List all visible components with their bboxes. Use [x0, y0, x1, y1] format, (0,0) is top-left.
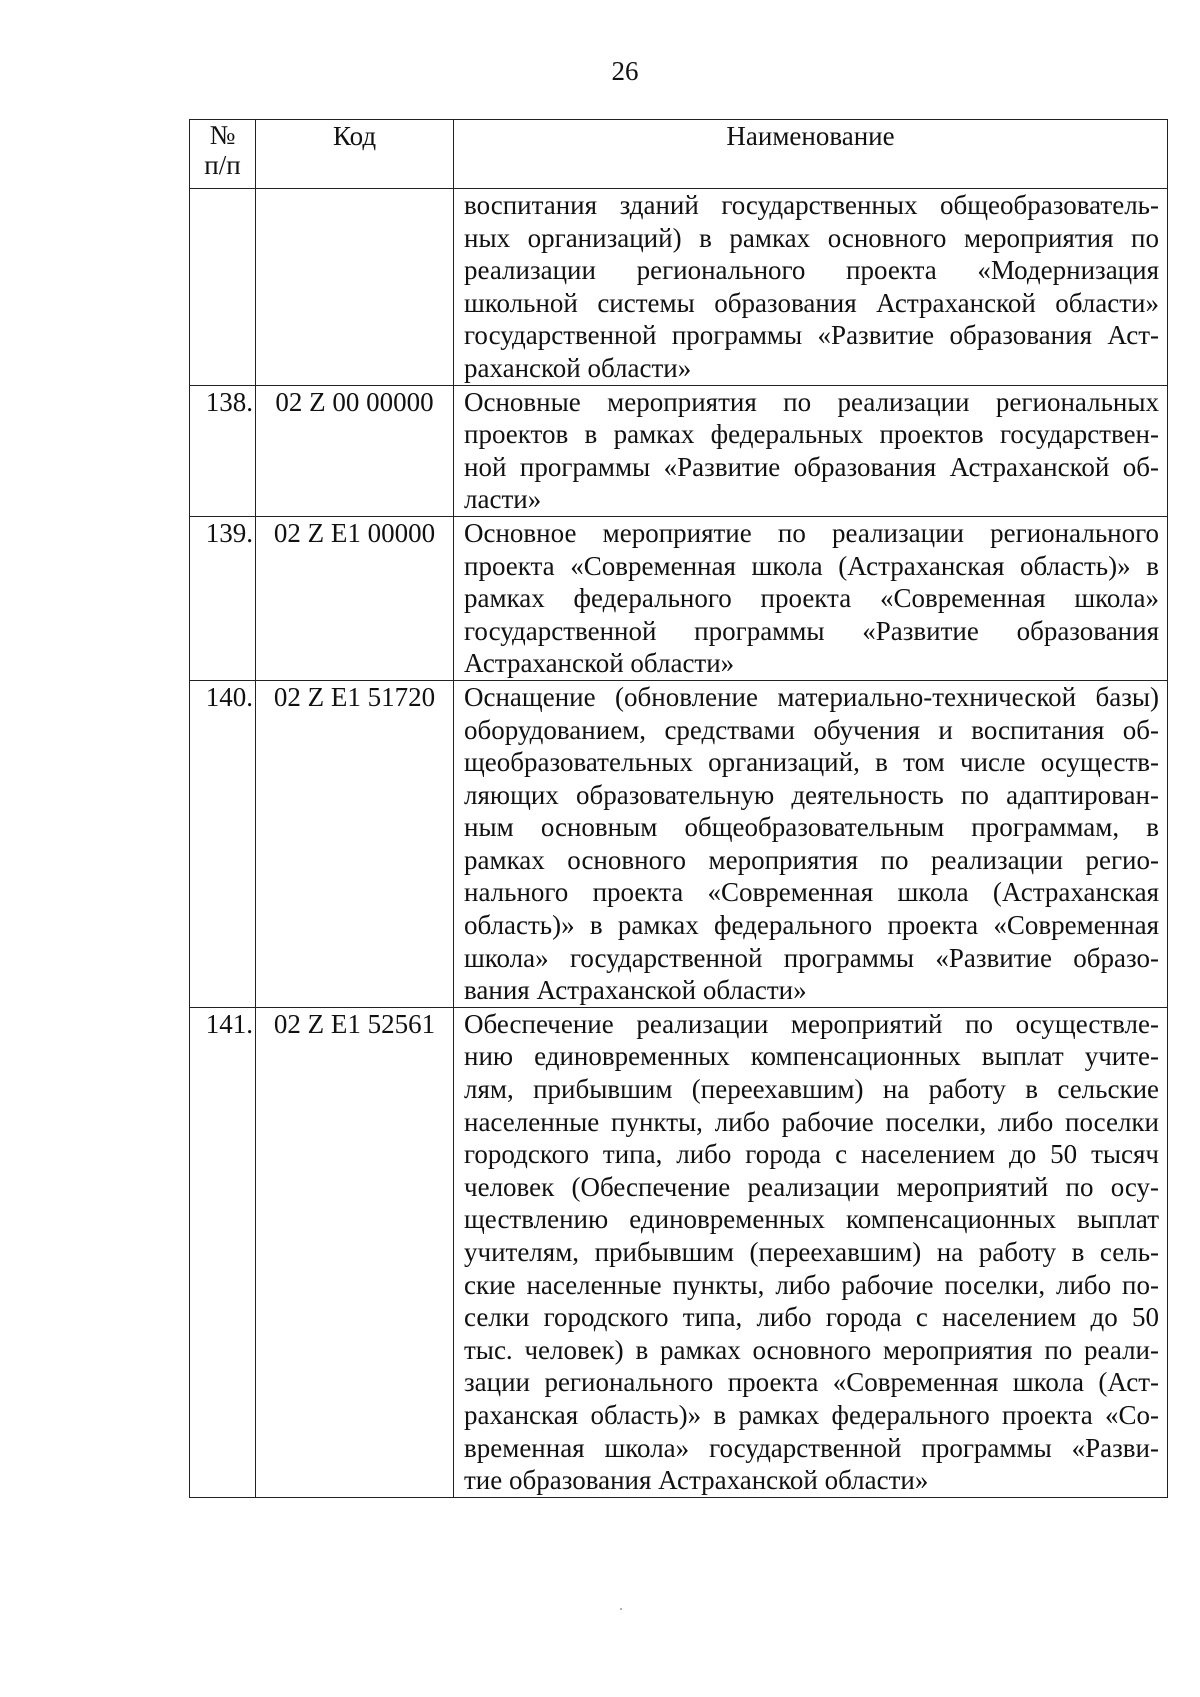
- row-name-line: селки городского типа, либо города с населением до 50: [464, 1302, 1159, 1333]
- header-row: [190, 120, 1168, 189]
- row-name-line: раханской области»: [464, 352, 692, 383]
- row-name-line: ские населенные пункты, либо рабочие поселки, либо по-: [464, 1269, 1159, 1300]
- table-row: [190, 1007, 1168, 1497]
- table-body: [190, 189, 1168, 1498]
- row-name-line: Основные мероприятия по реализации региональных: [464, 386, 1159, 417]
- row-name-line: зации регионального проекта «Современная школа (Аст-: [464, 1367, 1159, 1398]
- row-name: [454, 189, 1168, 386]
- row-name-line: реализации регионального проекта «Модернизация: [464, 255, 1159, 286]
- row-name-line: лям, прибывшим (переехавшим) на работу в сельские: [464, 1074, 1159, 1105]
- row-name: [454, 1007, 1168, 1497]
- row-name-line: населенные пункты, либо рабочие поселки, либо поселки: [464, 1106, 1159, 1137]
- row-name-line: ных организаций) в рамках основного мероприятия по: [464, 222, 1159, 253]
- row-name: [454, 385, 1168, 516]
- row-name-line: щеобразовательных организаций, в том числе осуществ-: [464, 747, 1159, 778]
- table-row: [190, 189, 1168, 386]
- row-name-line: человек (Обеспечение реализации мероприятий по осу-: [464, 1171, 1159, 1202]
- row-number: 138.: [190, 385, 256, 516]
- row-name-line: тие образования Астраханской области»: [464, 1465, 929, 1496]
- table-row: [190, 516, 1168, 680]
- row-name-line: проекта «Современная школа (Астраханская область)» в: [464, 550, 1159, 581]
- row-name-line: нию единовременных компенсационных выплат учите-: [464, 1041, 1159, 1072]
- row-name-line: раханская область)» в рамках федерального проекта «Со-: [464, 1399, 1159, 1430]
- row-name: [454, 516, 1168, 680]
- row-name-line: область)» в рамках федерального проекта «Современная: [464, 910, 1159, 941]
- row-name-line: временная школа» государственной программы «Разви-: [464, 1432, 1159, 1463]
- row-name-line: Астраханской области»: [464, 648, 735, 679]
- row-name-line: государственной программы «Развитие образования Аст-: [464, 320, 1159, 351]
- row-code: [256, 189, 454, 386]
- row-name-line: Оснащение (обновление материально-технической базы): [464, 681, 1159, 712]
- row-name-line: школа» государственной программы «Развитие образо-: [464, 942, 1159, 973]
- row-code: 02 Z E1 00000: [256, 516, 454, 680]
- row-name-line: школьной системы образования Астраханской области»: [464, 287, 1159, 318]
- row-name-line: проектов в рамках федеральных проектов государствен-: [464, 419, 1159, 450]
- header-number: [190, 120, 256, 189]
- row-name-line: оборудованием, средствами обучения и воспитания об-: [464, 714, 1159, 745]
- row-code: 02 Z E1 51720: [256, 680, 454, 1007]
- page-number: 26: [611, 56, 639, 86]
- row-name-line: ляющих образовательную деятельность по адаптирован-: [464, 779, 1159, 810]
- row-name-line: Обеспечение реализации мероприятий по осуществле-: [464, 1008, 1159, 1039]
- row-name-line: ществлению единовременных компенсационных выплат: [464, 1204, 1159, 1235]
- row-name-line: рамках федерального проекта «Современная школа»: [464, 583, 1159, 614]
- row-name-line: ласти»: [464, 484, 542, 515]
- header-number-abbrev: п/п: [204, 150, 241, 180]
- table-row: [190, 385, 1168, 516]
- row-name-line: рамках основного мероприятия по реализации регио-: [464, 844, 1159, 875]
- table-header: [190, 120, 1168, 189]
- row-name: [454, 680, 1168, 1007]
- row-code: 02 Z 00 00000: [256, 385, 454, 516]
- budget-classification-table: [189, 119, 1168, 1498]
- row-name-line: нального проекта «Современная школа (Астраханская: [464, 877, 1159, 908]
- row-code: 02 Z E1 52561: [256, 1007, 454, 1497]
- row-name-line: государственной программы «Развитие образования: [464, 615, 1159, 646]
- row-name-line: воспитания зданий государственных общеобразователь-: [464, 190, 1159, 220]
- header-number-sign: №: [209, 120, 236, 150]
- row-name-line: Основное мероприятие по реализации регионального: [464, 517, 1159, 548]
- row-name-line: городского типа, либо города с населением до 50 тысяч: [464, 1139, 1159, 1170]
- row-name-line: учителям, прибывшим (переехавшим) на работу в сель-: [464, 1237, 1159, 1267]
- header-name: Наименование: [454, 120, 1168, 189]
- row-number: 140.: [190, 680, 256, 1007]
- row-number: [190, 189, 256, 386]
- row-name-line: вания Астраханской области»: [464, 975, 807, 1006]
- row-number: 139.: [190, 516, 256, 680]
- row-name-line: ным основным общеобразовательным программам, в: [464, 812, 1159, 843]
- row-name-line: тыс. человек) в рамках основного мероприятия по реали-: [464, 1334, 1159, 1365]
- scan-speck: [620, 1608, 622, 1610]
- table-row: [190, 680, 1168, 1007]
- row-number: 141.: [190, 1007, 256, 1497]
- header-code: Код: [256, 120, 454, 189]
- row-name-line: ной программы «Развитие образования Астраханской об-: [464, 451, 1159, 482]
